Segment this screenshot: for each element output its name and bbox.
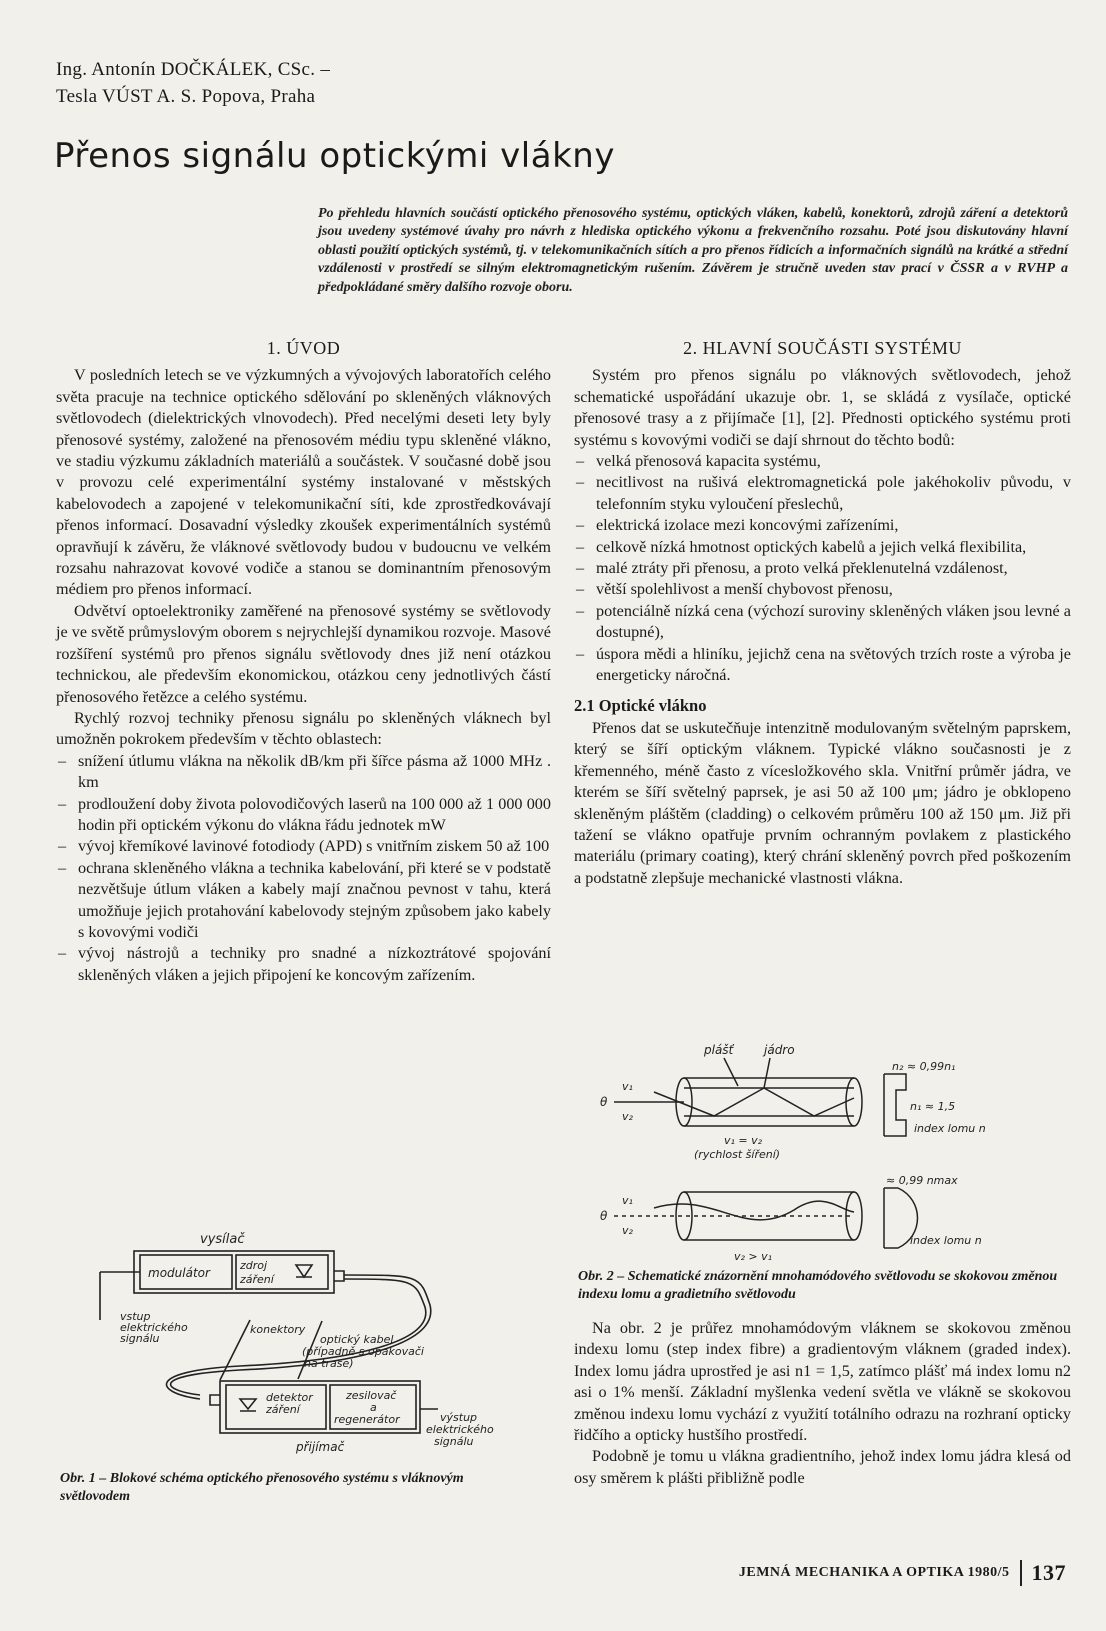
subsection-2-1-paragraph-3: Podobně je tomu u vlákna gradientního, jehož index lomu jádra klesá od osy směrem k plášti přibližně podle — [574, 1447, 1071, 1487]
page-number: 137 — [1020, 1560, 1067, 1586]
label-v1-bottom: v₁ — [622, 1194, 633, 1207]
label-index-1: index lomu n — [914, 1122, 986, 1135]
label-rychlost: (rychlost šíření) — [694, 1148, 781, 1161]
label-vysilac: vysílač — [200, 1232, 245, 1247]
label-vstup-3: signálu — [120, 1332, 160, 1345]
label-detektor-2: záření — [266, 1403, 300, 1416]
label-vstup-2: elektrického — [120, 1321, 188, 1334]
label-kabel-3: na trase) — [304, 1357, 354, 1370]
section-1-heading: 1. ÚVOD — [266, 338, 341, 358]
list-item: – malé ztráty při přenosu, a proto velká překlenutelná vzdálenost, — [574, 558, 1071, 579]
page-footer — [739, 1560, 1066, 1586]
section-1-list — [56, 751, 551, 986]
label-zdroj-1: zdroj — [240, 1259, 268, 1272]
label-v2-top: v₂ — [622, 1110, 633, 1123]
label-theta-top: θ — [600, 1095, 608, 1109]
list-item: – elektrická izolace mezi koncovými zařízeními, — [574, 515, 1071, 536]
label-vystup-3: signálu — [434, 1435, 474, 1448]
list-item: – úspora mědi a hliníku, jejichž cena na světových trzích roste a výroba je energeticky náročná. — [574, 644, 1071, 687]
list-item: – celkově nízká hmotnost optických kabelů a jejich velká flexibilita, — [574, 537, 1071, 558]
list-item: – necitlivost na rušivá elektromagnetická pole jakéhokoliv původu, v telefonním styku vyloučení přeslechů, — [574, 472, 1071, 515]
label-nmax: ≈ 0,99 nmax — [886, 1174, 958, 1187]
label-zesilovac-2: a — [370, 1401, 377, 1414]
label-n2: n₂ ≈ 0,99n₁ — [892, 1060, 956, 1073]
list-item: – velká přenosová kapacita systému, — [574, 451, 1071, 472]
label-vystup-2: elektrického — [426, 1423, 494, 1436]
label-vystup-1: výstup — [440, 1411, 478, 1424]
label-detektor-1: detektor — [266, 1391, 313, 1404]
list-item: – vývoj nástrojů a techniky pro snadné a nízkoztrátové spojování skleněných vláken a jejich připojení ke koncovým zařízením. — [56, 943, 551, 986]
author-line-1: Ing. Antonín DOČKÁLEK, CSc. – — [56, 59, 331, 80]
figure-2 — [574, 1040, 1074, 1270]
section-2-heading: 2. HLAVNÍ SOUČÁSTI SYSTÉMU — [683, 338, 962, 358]
figure-1 — [60, 1225, 550, 1505]
list-item: – prodloužení doby života polovodičových laserů na 100 000 až 1 000 000 hodin při optickém výkonu do vlákna řádu jednotek mW — [56, 794, 551, 837]
figure-2-diagram — [574, 1040, 1074, 1265]
label-zdroj-2: záření — [240, 1273, 274, 1286]
label-prijimac: přijímač — [296, 1440, 345, 1454]
author-line-2: Tesla VÚST A. S. Popova, Praha — [56, 86, 316, 107]
label-n1: n₁ ≈ 1,5 — [910, 1100, 956, 1113]
list-item: – ochrana skleněného vlákna a technika kabelování, při které se v podstatě nezvětšuje útlum vláken a kabely mají značnou pevnost v tahu, která umožňuje jejich protahování kabelovody stejným způsobem jako kabely s kovovými vodiči — [56, 858, 551, 944]
subsection-2-1-heading: 2.1 Optické vlákno — [574, 695, 707, 715]
label-v1-top: v₁ — [622, 1080, 633, 1093]
list-item: – větší spolehlivost a menší chybovost přenosu, — [574, 579, 1071, 600]
list-item: – snížení útlumu vlákna na několik dB/km při šířce pásma až 1000 MHz . km — [56, 751, 551, 794]
list-item: – vývoj křemíkové lavinové fotodiody (APD) s vnitřním ziskem 50 až 100 — [56, 836, 551, 857]
figure-1-caption: Obr. 1 – Blokové schéma optického přenosového systému s vláknovým světlovodem — [60, 1471, 464, 1504]
label-konektory: konektory — [250, 1323, 306, 1336]
label-plast: plášť — [704, 1043, 734, 1057]
section-1-paragraph-1: V posledních letech se ve výzkumných a vývojových laboratořích celého světa pracuje na technice optického sdělování po skleněných vláknových světlovodech (dielektrických vlnovodech). Před necelými deseti lety byly přenosové systémy, založené na přenosovém médiu typu skleněné vlákno, ve stadiu výzkumu základních materiálů a součástek. V současné době jsou v provozu celé experimentální systémy instalované v městských kabelovodech a zapojené v telekomunikační síti, kde zprostředkovávají přenos informací. Dosavadní výsledky zkoušek experimentálních systémů opravňují k závěru, že vláknové světlovody budou v budoucnu ve velkém rozsahu nahrazovat kovové vodiče a stanou se dominantním přenosovým médiem pro přenos informací. — [56, 366, 551, 599]
section-1-paragraph-2: Odvětví optoelektroniky zaměřené na přenosové systémy se světlovody je ve světě průmyslovým oborem s nejrychlejší dynamikou rozvoje. Masové rozšíření systémů pro přenos signálu světlovody dnes již není otázkou technickou, ale především ekonomickou, otázkou ceny jednotlivých částí přenosového řetězce a celého systému. — [56, 601, 551, 706]
subsection-2-1-paragraph-2: Na obr. 2 je průřez mnohamódovým vláknem se skokovou změnou indexu lomu (step index fibre) a gradientovým vláknem (graded index). Index lomu jádra uprostřed je asi n1 = 1,5, zatímco plášť má index lomu n2 asi o 1% menší. Základní myšlenka vedení světla ve vlákně se skokovou změnou indexu lomu vychází z využití totálního odrazu na rozhraní opticky řidčího a opticky hustšího prostředí. — [574, 1319, 1071, 1445]
subsection-2-1-paragraph-1: Přenos dat se uskutečňuje intenzitně modulovaným světelným paprskem, který se šíří optickým vláknem. Typické vlákno současnosti je z křemenného, méně často z vícesložkového skla. Vnitřní průměr jádra, ve kterém se šíří světelný paprsek, je asi 50 až 100 μm; jádro je obklopeno skleněným pláštěm (cladding) o celkovém průměru 100 až 150 μm. Již při tažení se vlákno opatřuje prvním ochranným povlakem z plastického materiálu (primary coating), který chrání skleněný povrch před poškozením a podstatně zlepšuje mechanické vlastnosti vlákna. — [574, 718, 1071, 887]
label-theta-bottom: θ — [600, 1209, 608, 1223]
label-v-greater: v₂ > v₁ — [734, 1250, 773, 1263]
section-2-list — [574, 451, 1071, 686]
label-kabel-2: (případně s opakovači — [302, 1345, 424, 1358]
section-1-paragraph-3: Rychlý rozvoj techniky přenosu signálu po skleněných vláknech byl umožněn pokrokem především v těchto oblastech: — [56, 708, 551, 749]
label-modulator: modulátor — [148, 1266, 210, 1280]
label-zesilovac-3: regenerátor — [334, 1413, 400, 1426]
right-column-lower — [574, 1318, 1071, 1489]
section-2-paragraph-1: Systém pro přenos signálu po vláknových světlovodech, jehož schematické uspořádání ukazuje obr. 1, se skládá z vysílače, optické přenosové trasy a z přijímače [1], [2]. Přednosti optického systému proti systému s kovovými vodiči se dají shrnout do těchto bodů: — [574, 366, 1071, 449]
figure-1-diagram — [90, 1225, 550, 1460]
label-vstup-1: vstup — [120, 1310, 151, 1323]
abstract: Po přehledu hlavních součástí optického přenosového systému, optických vláken, kabelů, konektorů, zdrojů záření a detektorů jsou uvedeny systémové úvahy pro návrh z hlediska optického výkonu a frekvenčního rozsahu. Poté jsou diskutovány hlavní oblasti použití optických systémů, tj. v telekomunikačních sítích a pro přenos řídicích a informačních signálů na krátké a střední vzdálenosti v prostředí se silným elektromagnetickým rušením. Závěrem je stručně uveden stav prací v ČSSR a v RVHP a předpokládané směry dalšího rozvoje oboru. — [318, 206, 1068, 295]
label-index-2: index lomu n — [910, 1234, 982, 1247]
label-v2-bottom: v₂ — [622, 1224, 633, 1237]
right-column — [574, 338, 1071, 889]
label-v-equal: v₁ = v₂ — [724, 1134, 763, 1147]
label-jadro: jádro — [764, 1043, 795, 1057]
left-column — [56, 338, 551, 986]
label-kabel-1: optický kabel — [320, 1333, 394, 1346]
list-item: – potenciálně nízká cena (výchozí suroviny skleněných vláken jsou levné a dostupné), — [574, 601, 1071, 644]
author-block — [56, 56, 330, 110]
journal-name: JEMNÁ MECHANIKA A OPTIKA 1980/5 — [738, 1565, 1010, 1580]
article-title: Přenos signálu optickými vlákny — [54, 136, 615, 176]
label-zesilovac-1: zesilovač — [346, 1389, 397, 1402]
figure-2-caption: Obr. 2 – Schematické znázornění mnohamódového světlovodu se skokovou změnou indexu lomu a gradietního světlovodu — [578, 1269, 1058, 1302]
